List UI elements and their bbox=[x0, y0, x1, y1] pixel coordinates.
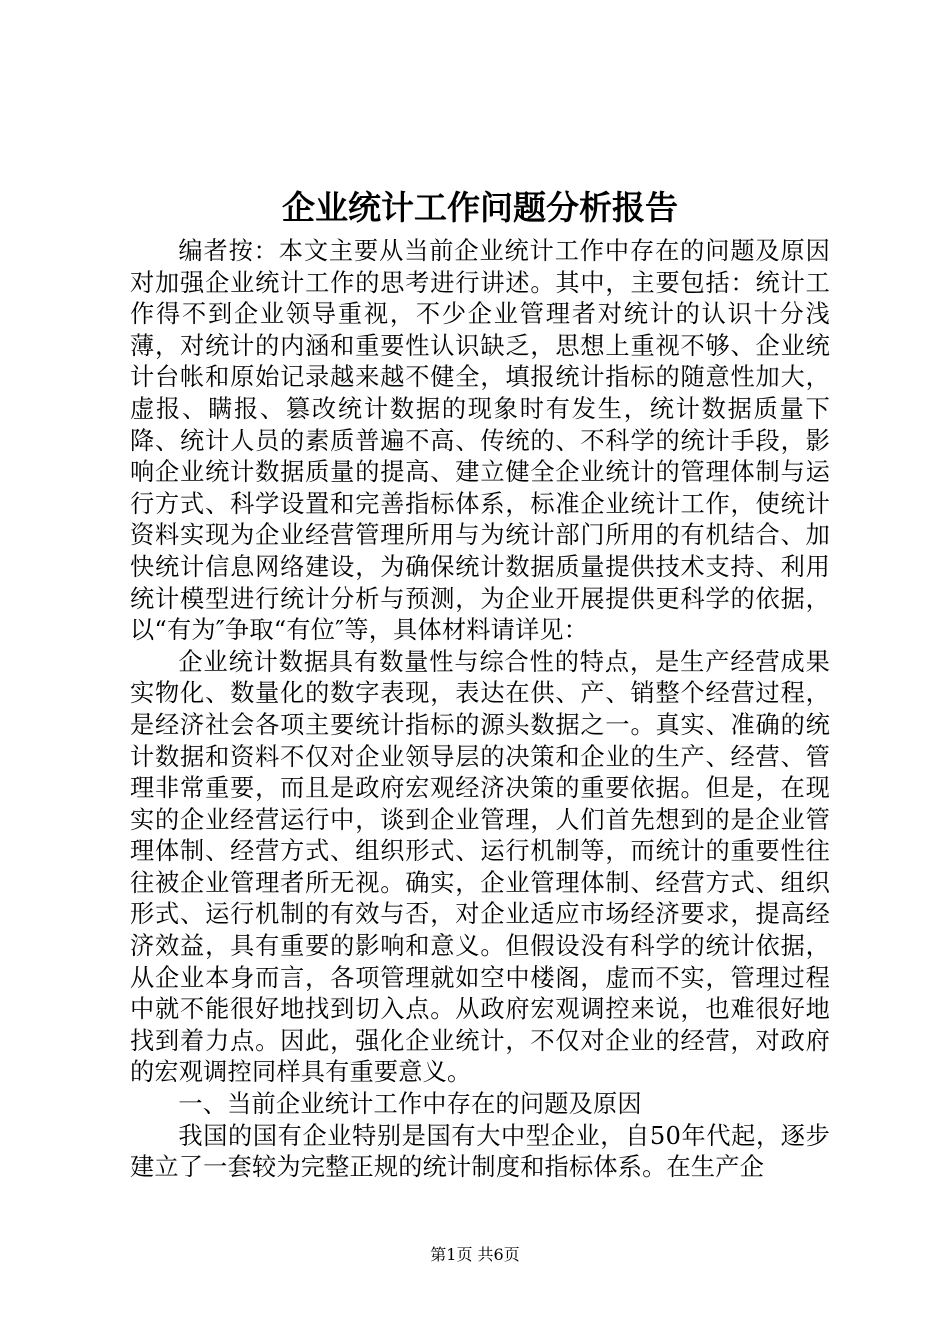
section-heading: 一、当前企业统计工作中存在的问题及原因 bbox=[178, 1090, 642, 1119]
editor-note-paragraph: 编者按：本文主要从当前企业统计工作中存在的问题及原因对加强企业统计工作的思考进行讲述。其中，主要包括：统计工作得不到企业领导重视，不少企业管理者对统计的认识十分浅薄，对统计的内涵和重要性认识缺乏，思想上重视不够、企业统计台帐和原始记录越来越不健全，填报统计指标的随意性加大，虚报、瞒报、篡改统计数据的现象时有发生，统计数据质量下降、统计人员的素质普遍不高、传统的、不科学的统计手段，影响企业统计数据质量的提高、建立健全企业统计的管理体制与运行方式、科学设置和完善指标体系，标准企业统计工作，使统计资料实现为企业经营管理所用与为统计部门所用的有机结合、加快统计信息网络建设，为确保统计数据质量提供技术支持、利用统计模型进行统计分析与预测，为企业开展提供更科学的依据，以“有为″争取“有位″等，具体材料请详见： bbox=[130, 237, 830, 645]
document-title: 企业统计工作问题分析报告 bbox=[282, 188, 678, 227]
document-body bbox=[130, 236, 830, 1184]
body-paragraph: 我国的国有企业特别是国有大中型企业，自50年代起，逐步建立了一套较为完整正规的统计制度和指标体系。在生产企 bbox=[130, 1121, 830, 1182]
page-footer: 第1页 共6页 bbox=[430, 1245, 520, 1264]
body-paragraph: 企业统计数据具有数量性与综合性的特点，是生产经营成果实物化、数量化的数字表现，表达在供、产、销整个经营过程，是经济社会各项主要统计指标的源头数据之一。真实、准确的统计数据和资料不仅对企业领导层的决策和企业的生产、经营、管理非常重要，而且是政府宏观经济决策的重要依据。但是，在现实的企业经营运行中，谈到企业管理，人们首先想到的是企业管理体制、经营方式、组织形式、运行机制等，而统计的重要性往往被企业管理者所无视。确实，企业管理体制、经营方式、组织形式、运行机制的有效与否，对企业适应市场经济要求，提高经济效益，具有重要的影响和意义。但假设没有科学的统计依据，从企业本身而言，各项管理就如空中楼阁，虚而不实，管理过程中就不能很好地找到切入点。从政府宏观调控来说，也难很好地找到着力点。因此，强化企业统计，不仅对企业的经营，对政府的宏观调控同样具有重要意义。 bbox=[130, 647, 830, 1087]
